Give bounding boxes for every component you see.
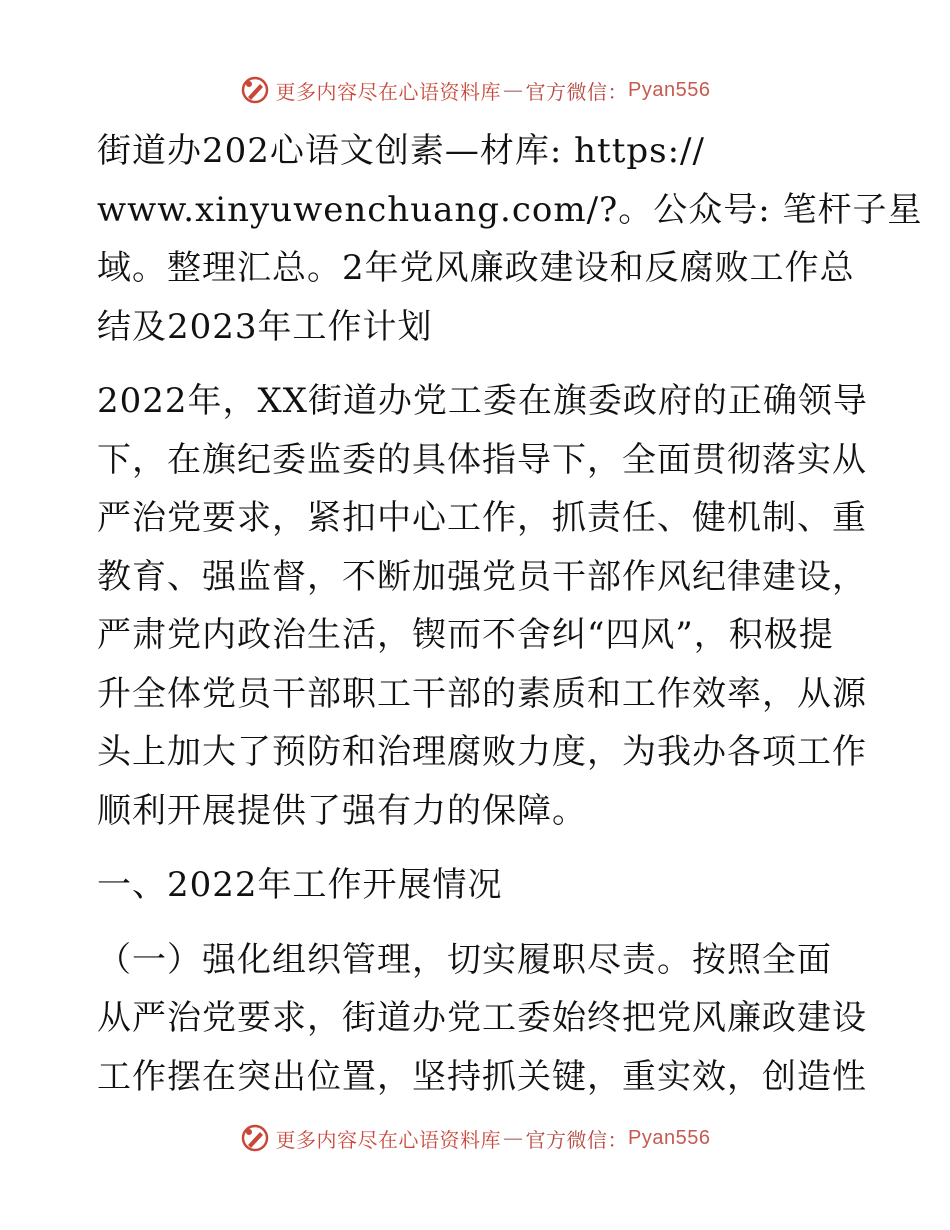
document-body [97,122,923,1106]
text-line: 严肃党内政治生活，锲而不舍纠“四风”，积极提 [97,615,834,655]
footer-watermark [0,1118,950,1158]
text-line: 教育、强监督，不断加强党员干部作风纪律建设， [97,556,867,597]
text-line: （一）强化组织管理，切实履职尽责。按照全面 [97,939,832,980]
text-line: 升全体党员干部职工干部的素质和工作效率，从源 [97,673,867,714]
text-line: 顺利开展提供了强有力的保障。 [97,790,587,831]
banner-separator: — [503,1126,524,1150]
banner-wechat-id: Pyan556 [628,78,711,101]
text-line: 从严治党要求，街道办党工委始终把党风廉政建设 [97,998,867,1038]
title-paragraph [97,122,923,356]
banner-text: 更多内容尽在心语资料库 [275,79,502,104]
banner-wechat-id: Pyan556 [628,1126,711,1149]
header-watermark [0,70,950,110]
text-line: 下，在旗纪委监委的具体指导下，全面贯彻落实从 [97,439,867,480]
banner-wechat-label: 官方微信： [525,79,629,104]
banner-text: 更多内容尽在心语资料库 [275,1127,502,1152]
text-line: 严治党要求，紧扣中心工作，抓责任、健机制、重 [97,498,867,538]
section-heading [97,856,857,915]
text-line: www.xinyuwenchuang.com/?。公众号: 笔杆子星 [97,189,923,230]
subsection-paragraph [97,931,867,1107]
banner-wechat-label: 官方微信： [525,1127,629,1152]
intro-paragraph [97,372,868,840]
text-line: 一、2022年工作开展情况 [97,865,503,905]
text-line: 头上加大了预防和治理腐败力度，为我办各项工作 [97,732,867,772]
pen-logo-icon [240,1123,270,1153]
text-line: 结及2023年工作计划 [97,306,433,347]
text-line: 街道办202心语文创素—材库: https:// [97,131,705,171]
text-line: 域。整理汇总。2年党风廉政建设和反腐败工作总 [97,248,855,288]
pen-logo-icon [240,75,270,105]
text-line: 2022年，XX街道办党工委在旗委政府的正确领导 [97,381,868,421]
banner-separator: — [503,78,524,102]
text-line: 工作摆在突出位置，坚持抓关键，重实效，创造性 [97,1056,867,1097]
